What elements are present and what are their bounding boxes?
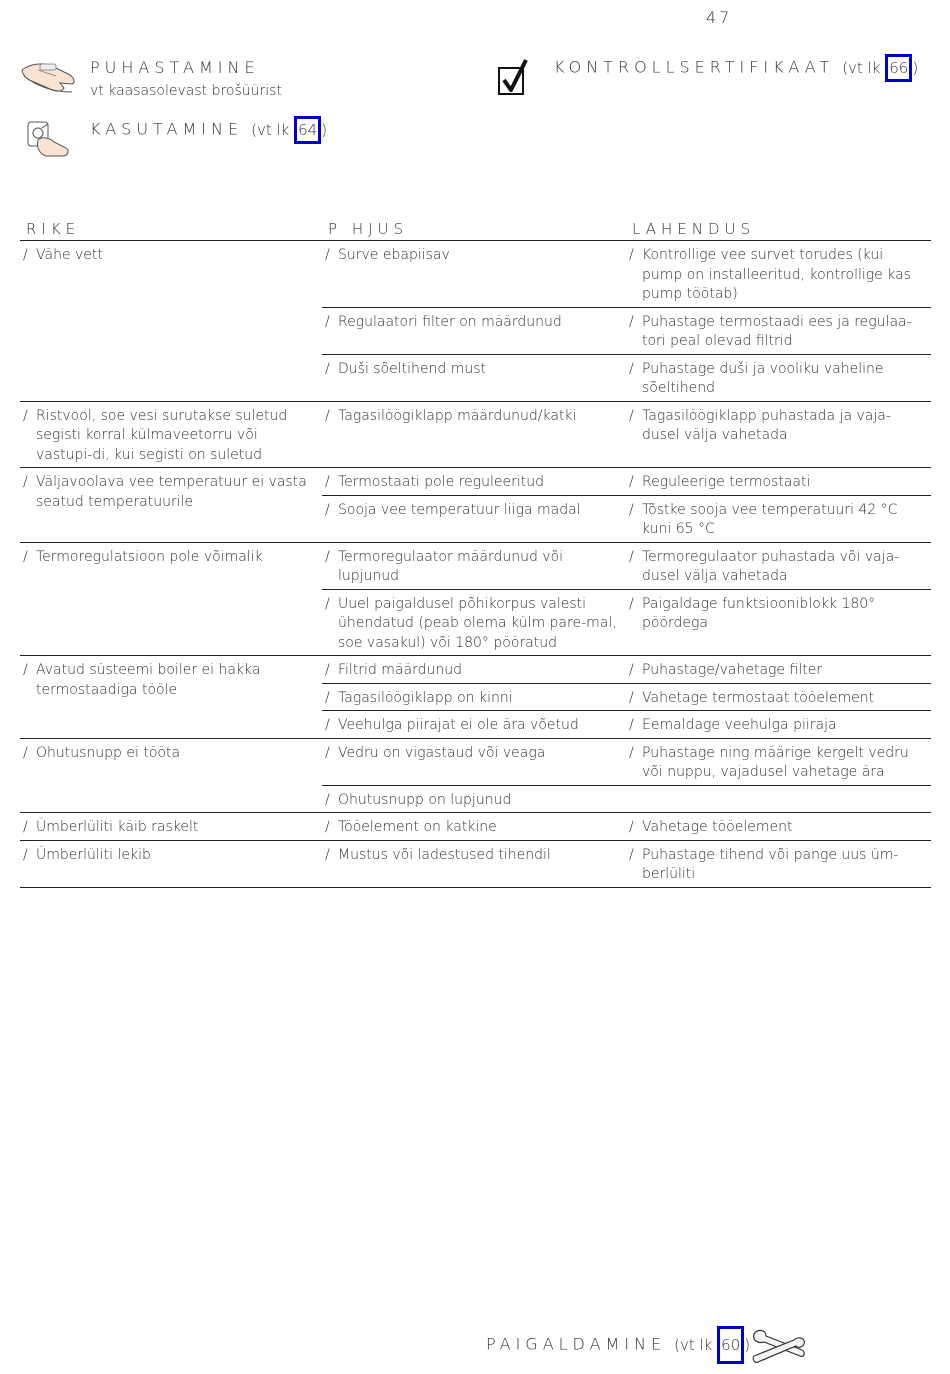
fault-cell <box>20 468 322 543</box>
header-fault: RIKE <box>20 218 322 241</box>
page-number: 47 <box>706 8 733 27</box>
cause-cell-text: Vedru on vigastaud või veaga <box>338 744 546 761</box>
section-cleaning-subtitle: vt kaasasolevast brošüürist <box>90 83 282 99</box>
remedy-cell-text: Puhastage ning määrige kergelt vedru või nuppu, vajadusel vahetage ära <box>642 744 909 780</box>
cause-cell-text: Termostaati pole reguleeritud <box>338 474 545 490</box>
section-usage <box>90 116 327 144</box>
bullet-slash: / <box>325 247 330 263</box>
checkbox-checkmark-icon <box>496 56 532 98</box>
fault-cell-text: Ümberlüliti käib raskelt <box>36 819 199 835</box>
hand-operating-icon <box>24 118 74 158</box>
cause-cell <box>322 656 626 684</box>
table-row <box>20 542 931 589</box>
cause-cell <box>322 683 626 711</box>
remedy-cell-text: Puhastage termostaadi ees ja regulaa-tori peal olevad filtrid <box>642 313 912 349</box>
bullet-slash: / <box>325 791 330 808</box>
cause-cell <box>322 785 626 813</box>
bullet-slash: / <box>629 846 634 863</box>
cause-cell-text: Veehulga piirajat ei ole ära võetud <box>338 717 579 733</box>
wrench-tools-icon <box>750 1326 808 1366</box>
remedy-cell <box>626 241 931 308</box>
cause-cell <box>322 589 626 656</box>
remedy-cell <box>626 401 931 468</box>
remedy-cell <box>626 683 931 711</box>
section-cleaning <box>90 58 282 99</box>
cause-cell-text: Regulaatori filter on määrdunud <box>338 313 562 330</box>
section-certificate <box>554 54 918 82</box>
fault-cell <box>20 738 322 813</box>
bullet-slash: / <box>629 247 634 263</box>
bullet-slash: / <box>629 662 634 678</box>
cause-cell-text: Tööelement on katkine <box>338 819 497 835</box>
bullet-slash: / <box>629 595 634 612</box>
cause-cell <box>322 495 626 542</box>
cleaning-hand-icon <box>20 56 78 98</box>
cause-cell-text: Sooja vee temperatuur liiga madal <box>338 501 581 518</box>
table-row <box>20 468 931 496</box>
bullet-slash: / <box>23 744 28 761</box>
section-installation-title: PAIGALDAMINE (vt lk 60 ) <box>486 1326 750 1364</box>
certificate-page-link[interactable]: 66 <box>885 54 912 82</box>
bullet-slash: / <box>23 474 28 490</box>
remedy-cell <box>626 813 931 841</box>
cause-cell-text: Surve ebapiisav <box>338 247 450 263</box>
remedy-cell <box>626 307 931 354</box>
remedy-cell-text: Eemaldage veehulga piiraja <box>642 717 837 733</box>
table-header-row <box>20 218 931 241</box>
installation-page-link[interactable]: 60 <box>717 1326 744 1364</box>
bullet-slash: / <box>325 407 330 424</box>
cause-cell <box>322 711 626 739</box>
bullet-slash: / <box>23 819 28 835</box>
bullet-slash: / <box>629 689 634 706</box>
remedy-cell-text: Puhastage duši ja vooliku vaheline sõeltihend <box>642 360 884 396</box>
bullet-slash: / <box>629 313 634 330</box>
remedy-cell <box>626 468 931 496</box>
cause-cell <box>322 840 626 887</box>
cause-cell <box>322 241 626 308</box>
table-row <box>20 401 931 468</box>
fault-cell <box>20 241 322 402</box>
remedy-cell <box>626 495 931 542</box>
fault-cell-text: Ristvool, soe vesi surutakse suletud segisti korral külmaveetorru või vastupi-di, kui segisti on suletud <box>36 407 288 463</box>
remedy-cell <box>626 785 931 813</box>
fault-cell-text: Avatud süsteemi boiler ei hakka termostaadiga tööle <box>36 662 261 698</box>
bullet-slash: / <box>629 360 634 377</box>
cause-cell-text: Filtrid määrdunud <box>338 662 462 678</box>
remedy-cell-text: Vahetage termostaat tööelement <box>642 689 875 706</box>
cause-cell-text: Duši sõeltihend must <box>338 360 487 377</box>
table-row <box>20 813 931 841</box>
header-remedy: LAHENDUS <box>626 218 931 241</box>
remedy-cell-text: Puhastage tihend või pange uus üm-berlüliti <box>642 846 899 882</box>
remedy-cell <box>626 656 931 684</box>
bullet-slash: / <box>325 819 330 835</box>
cause-cell <box>322 542 626 589</box>
table-row <box>20 738 931 785</box>
remedy-cell <box>626 354 931 401</box>
remedy-cell-text: Reguleerige termostaati <box>642 474 811 490</box>
bullet-slash: / <box>325 474 330 490</box>
remedy-cell-text: Vahetage tööelement <box>642 819 793 835</box>
remedy-cell-text: Termoregulaator puhastada või vaja-dusel välja vahetada <box>642 548 900 584</box>
remedy-cell-text: Paigaldage funktsiooniblokk 180° pöördega <box>642 595 876 631</box>
bullet-slash: / <box>325 689 330 706</box>
bullet-slash: / <box>23 407 28 424</box>
bullet-slash: / <box>325 313 330 330</box>
header-cause: P HJUS <box>322 218 626 241</box>
bullet-slash: / <box>23 548 28 565</box>
fault-cell <box>20 840 322 887</box>
bullet-slash: / <box>325 548 330 565</box>
bullet-slash: / <box>23 846 28 863</box>
cause-cell <box>322 813 626 841</box>
bullet-slash: / <box>325 501 330 518</box>
bullet-slash: / <box>325 744 330 761</box>
fault-cell-text: Väljavoolava vee temperatuur ei vasta seatud temperatuurile <box>36 474 307 510</box>
section-cleaning-title: PUHASTAMINE <box>90 58 260 77</box>
troubleshooting-table <box>20 218 931 888</box>
table-row <box>20 840 931 887</box>
bullet-slash: / <box>629 548 634 565</box>
bullet-slash: / <box>325 662 330 678</box>
section-certificate-title: KONTROLLSERTIFIKAAT (vt lk 66 ) <box>554 54 918 82</box>
cause-cell-text: Termoregulaator määrdunud või lupjunud <box>338 548 564 584</box>
table-body <box>20 241 931 888</box>
fault-cell <box>20 401 322 468</box>
fault-cell-text: Ohutusnupp ei tööta <box>36 744 181 761</box>
fault-cell <box>20 813 322 841</box>
bullet-slash: / <box>629 717 634 733</box>
cause-cell-text: Mustus või ladestused tihendil <box>338 846 551 863</box>
cause-cell-text: Tagasilöögiklapp on kinni <box>338 689 513 706</box>
remedy-cell-text: Tagasilöögiklapp puhastada ja vaja-dusel välja vahetada <box>642 407 891 443</box>
bullet-slash: / <box>629 819 634 835</box>
remedy-cell <box>626 711 931 739</box>
cause-cell-text: Uuel paigaldusel põhikorpus valesti ühendatud (peab olema külm pare-mal, soe vasakul) või 180° pööratud <box>338 595 617 651</box>
bullet-slash: / <box>629 474 634 490</box>
cause-cell-text: Tagasilöögiklapp määrdunud/katki <box>338 407 577 424</box>
bullet-slash: / <box>325 717 330 733</box>
table-row <box>20 241 931 308</box>
bullet-slash: / <box>325 846 330 863</box>
cause-cell <box>322 354 626 401</box>
remedy-cell-text: Puhastage/vahetage filter <box>642 662 823 678</box>
cause-cell <box>322 468 626 496</box>
table-row <box>20 656 931 684</box>
section-installation <box>486 1326 750 1364</box>
fault-cell <box>20 656 322 739</box>
bullet-slash: / <box>629 501 634 518</box>
fault-cell-text: Termoregulatsioon pole võimalik <box>36 548 263 565</box>
cause-cell <box>322 738 626 785</box>
cause-cell-text: Ohutusnupp on lupjunud <box>338 791 512 808</box>
bullet-slash: / <box>23 247 28 263</box>
fault-cell-text: Vähe vett <box>36 247 103 263</box>
remedy-cell-text: Kontrollige vee survet torudes (kui pump on installeeritud, kontrollige kas pump töötab) <box>642 247 911 302</box>
usage-page-link[interactable]: 64 <box>294 116 321 144</box>
remedy-cell <box>626 840 931 887</box>
remedy-cell-text: Tõstke sooja vee temperatuuri 42 °C kuni 65 °C <box>642 501 898 537</box>
cause-cell <box>322 307 626 354</box>
remedy-cell <box>626 589 931 656</box>
bullet-slash: / <box>325 595 330 612</box>
cause-cell <box>322 401 626 468</box>
bullet-slash: / <box>629 744 634 761</box>
remedy-cell <box>626 738 931 785</box>
section-usage-title: KASUTAMINE (vt lk 64 ) <box>90 116 327 144</box>
remedy-cell <box>626 542 931 589</box>
bullet-slash: / <box>23 662 28 678</box>
bullet-slash: / <box>629 407 634 424</box>
fault-cell-text: Ümberlüliti lekib <box>36 846 151 863</box>
bullet-slash: / <box>325 360 330 377</box>
fault-cell <box>20 542 322 656</box>
